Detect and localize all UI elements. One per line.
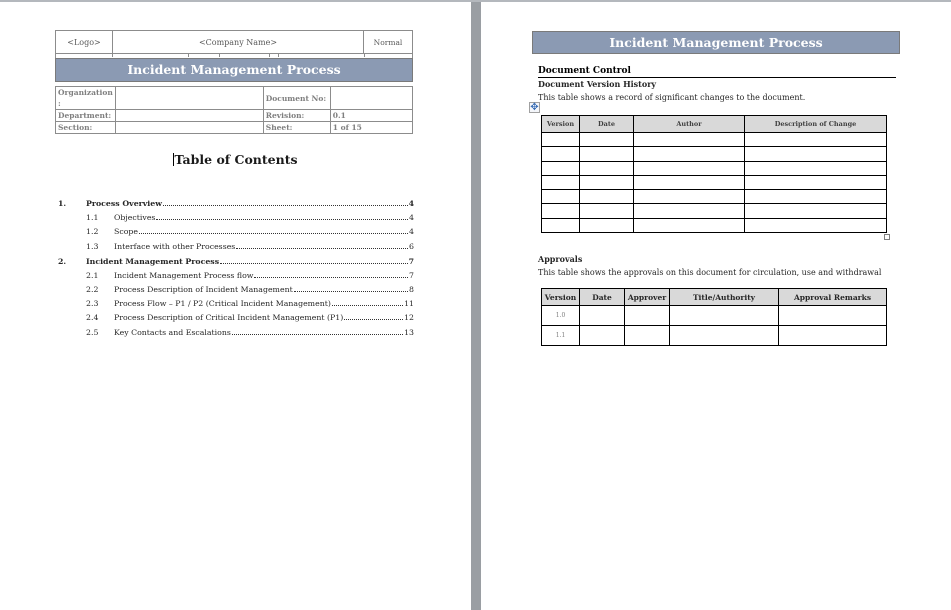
toc-entry-page: 4 [409,213,414,223]
table-cell[interactable] [745,175,887,189]
table-move-handle-icon[interactable]: ✥ [530,102,539,113]
toc-entry-text: Process Overview [86,199,162,208]
organization-field[interactable] [115,87,263,110]
page-title-bar: Incident Management Process [532,31,900,54]
toc-leader [156,219,408,220]
column-header: Date [580,116,634,133]
table-cell[interactable] [670,326,779,346]
column-header: Version [542,289,580,306]
table-cell[interactable] [580,147,634,161]
approvals-description: This table shows the approvals on this document for circulation, use and withdrawal [538,268,882,277]
section-field[interactable] [115,122,263,134]
table-row [542,306,887,326]
table-cell[interactable] [625,306,670,326]
toc-leader [344,319,403,320]
toc-leader [220,263,407,264]
table-cell[interactable] [745,204,887,218]
toc-entry-number: 2.5 [86,327,99,337]
table-cell[interactable] [580,326,625,346]
toc-entry-text: Incident Management Process flow [114,270,254,280]
department-label: Department: [56,110,116,122]
column-header: Approver [625,289,670,306]
table-cell[interactable] [634,161,745,175]
toc-leader [236,248,408,249]
column-header: Description of Change [745,116,887,133]
table-cell[interactable] [634,175,745,189]
page-separator [471,2,481,610]
column-header: Date [580,289,625,306]
toc-leader [232,334,403,335]
table-cell[interactable] [580,175,634,189]
toc-entry[interactable] [58,193,414,208]
toc-entry-page: 11 [404,299,414,309]
approvals-table [541,288,887,346]
table-cell[interactable] [634,147,745,161]
toc-leader [332,305,403,306]
company-name-placeholder[interactable]: <Company Name> [113,31,364,54]
toc-entry-number: 1.3 [86,241,99,251]
toc-entry-text: Process Flow – P1 / P2 (Critical Incident Management) [114,299,331,309]
version-history-description: This table shows a record of significant changes to the document. [538,93,806,102]
toc-entry[interactable] [58,280,414,294]
table-cell[interactable] [580,133,634,147]
toc-entry[interactable] [58,208,414,222]
table-cell[interactable] [634,218,745,232]
table-of-contents [58,193,414,337]
toc-entry[interactable] [58,294,414,308]
table-cell[interactable] [542,147,580,161]
toc-entry-page: 7 [409,270,414,280]
toc-entry-text: Interface with other Processes [114,241,236,251]
toc-entry-page: 4 [409,227,414,237]
version-history-heading: Document Version History [538,79,657,89]
toc-entry-page: 12 [404,313,414,323]
table-cell[interactable] [542,190,580,204]
table-cell[interactable] [542,133,580,147]
table-cell[interactable] [779,326,887,346]
table-row [542,161,887,175]
document-no-label: Document No: [263,87,330,110]
toc-entry-text: Incident Management Process [86,256,220,266]
document-title-bar: Incident Management Process [55,58,413,82]
table-cell[interactable] [745,190,887,204]
table-row [542,204,887,218]
column-header: Title/Authority [670,289,779,306]
header-table [55,30,413,54]
table-cell[interactable] [580,218,634,232]
revision-field[interactable]: 0.1 [330,110,412,122]
toc-entry-number: 2.1 [86,270,99,280]
toc-entry-number: 2.3 [86,299,99,309]
table-cell[interactable] [542,204,580,218]
toc-entry-number: 1.1 [86,213,99,223]
toc-entry-page: 6 [409,241,414,251]
toc-entry-text: Process Description of Critical Incident Management (P1) [114,313,344,323]
toc-entry-text: Key Contacts and Escalations [114,327,231,337]
table-cell[interactable] [580,190,634,204]
toc-entry-text: Objectives [114,213,156,223]
logo-placeholder[interactable]: <Logo> [56,31,113,54]
table-row [542,147,887,161]
column-header: Approval Remarks [779,289,887,306]
toc-entry-page: 7 [408,256,414,266]
table-cell[interactable] [670,306,779,326]
table-row [542,218,887,232]
toc-heading-text: Table of Contents [174,152,298,167]
toc-entry-page: 8 [409,284,414,294]
organization-label: Organization : [56,87,116,110]
toc-entry[interactable] [58,266,414,280]
toc-leader [294,291,408,292]
table-cell[interactable]: 1.0 [542,306,580,326]
table-cell[interactable] [634,190,745,204]
toc-entry-page: 13 [404,327,414,337]
toc-entry-number: 2.4 [86,313,99,323]
table-row [542,326,887,346]
toc-entry-text: Scope [114,227,139,237]
document-control-heading: Document Control [538,66,896,78]
toc-entry[interactable] [58,222,414,236]
style-label: Normal [364,31,413,54]
table-cell[interactable] [745,218,887,232]
table-cell[interactable] [542,218,580,232]
table-cell[interactable] [745,133,887,147]
table-cell[interactable] [542,175,580,189]
table-cell[interactable] [580,161,634,175]
table-row [542,175,887,189]
table-cell[interactable] [779,306,887,326]
table-resize-handle-icon[interactable] [884,234,890,240]
table-cell[interactable] [634,204,745,218]
sheet-field[interactable]: 1 of 15 [330,122,412,134]
document-meta-table [55,86,413,134]
toc-leader [139,233,408,234]
toc-entry[interactable] [58,236,414,250]
table-cell[interactable] [625,326,670,346]
department-field[interactable] [115,110,263,122]
toc-entry-number: 2. [58,256,67,266]
table-cell[interactable] [745,147,887,161]
table-cell[interactable] [580,204,634,218]
table-cell[interactable] [542,161,580,175]
table-cell[interactable] [745,161,887,175]
toc-leader [163,205,408,206]
toc-heading[interactable] [0,152,471,167]
table-cell[interactable] [580,306,625,326]
version-history-table [541,115,887,233]
toc-entry-page: 4 [408,199,414,208]
toc-entry[interactable] [58,308,414,322]
table-cell[interactable]: 1.1 [542,326,580,346]
approvals-heading: Approvals [538,254,583,264]
table-cell[interactable] [634,133,745,147]
table-row [542,190,887,204]
toc-entry-number: 1.2 [86,227,99,237]
document-no-field[interactable] [330,87,412,110]
toc-entry-number: 2.2 [86,284,99,294]
toc-entry[interactable] [58,251,414,266]
table-row [542,133,887,147]
toc-entry-text: Process Description of Incident Management [114,284,293,294]
column-header: Version [542,116,580,133]
sheet-label: Sheet: [263,122,330,134]
toc-leader [254,277,408,278]
revision-label: Revision: [263,110,330,122]
toc-entry-number: 1. [58,199,67,208]
toc-entry[interactable] [58,322,414,336]
column-header: Author [634,116,745,133]
section-label: Section: [56,122,116,134]
